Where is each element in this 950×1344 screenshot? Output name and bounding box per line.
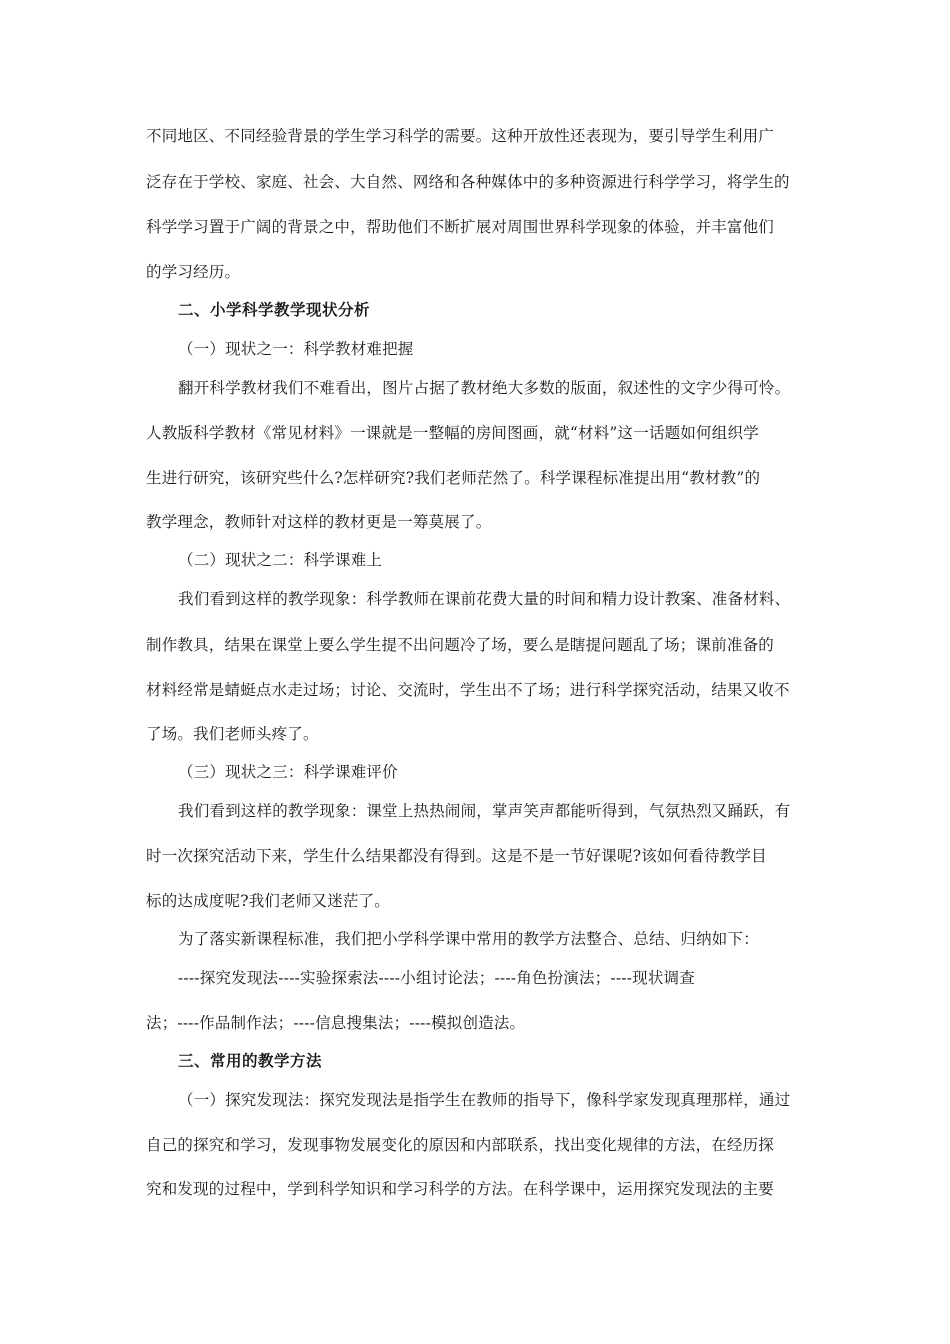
paragraph-line: 生进行研究，该研究些什么?怎样研究?我们老师茫然了。科学课程标准提出用“教材教”的 xyxy=(146,469,761,487)
paragraph-line: 的学习经历。 xyxy=(146,263,241,281)
section-heading: 三、常用的教学方法 xyxy=(178,1052,323,1070)
paragraph-line: 了场。我们老师头疼了。 xyxy=(146,725,319,743)
paragraph-line: （一）探究发现法：探究发现法是指学生在教师的指导下，像科学家发现真理那样，通过 xyxy=(178,1091,791,1109)
subsection-heading: （三）现状之三：科学课难评价 xyxy=(178,763,398,781)
paragraph-line: 泛存在于学校、家庭、社会、大自然、网络和各种媒体中的多种资源进行科学学习，将学生的 xyxy=(146,173,790,191)
paragraph-line: 科学学习置于广阔的背景之中，帮助他们不断扩展对周围世界科学现象的体验，并丰富他们 xyxy=(146,218,775,236)
paragraph-line: ----探究发现法----实验探索法----小组讨论法；----角色扮演法；----现状调查 xyxy=(178,969,695,987)
paragraph-line: 为了落实新课程标准，我们把小学科学课中常用的教学方法整合、总结、归纳如下： xyxy=(178,930,759,948)
paragraph-line: 翻开科学教材我们不难看出，图片占据了教材绝大多数的版面，叙述性的文字少得可怜。 xyxy=(178,379,791,397)
subsection-heading: （二）现状之二：科学课难上 xyxy=(178,551,383,569)
paragraph-line: 不同地区、不同经验背景的学生学习科学的需要。这种开放性还表现为，要引导学生利用广 xyxy=(146,127,775,145)
paragraph-line: 法；----作品制作法；----信息搜集法；----模拟创造法。 xyxy=(146,1014,526,1032)
paragraph-line: 教学理念，教师针对这样的教材更是一筹莫展了。 xyxy=(146,513,492,531)
paragraph-line: 我们看到这样的教学现象：课堂上热热闹闹，掌声笑声都能听得到，气氛热烈又踊跃，有 xyxy=(178,802,791,820)
section-heading: 二、小学科学教学现状分析 xyxy=(178,301,371,319)
paragraph-line: 制作教具，结果在课堂上要么学生提不出问题冷了场，要么是瞎提问题乱了场；课前准备的 xyxy=(146,636,775,654)
paragraph-line: 究和发现的过程中，学到科学知识和学习科学的方法。在科学课中，运用探究发现法的主要 xyxy=(146,1180,775,1198)
paragraph-line: 材料经常是蜻蜓点水走过场；讨论、交流时，学生出不了场；进行科学探究活动，结果又收不 xyxy=(146,681,790,699)
paragraph-line: 时一次探究活动下来，学生什么结果都没有得到。这是不是一节好课呢?该如何看待教学目 xyxy=(146,847,767,865)
paragraph-line: 我们看到这样的教学现象：科学教师在课前花费大量的时间和精力设计教案、准备材料、 xyxy=(178,590,791,608)
subsection-heading: （一）现状之一：科学教材难把握 xyxy=(178,340,414,358)
paragraph-line: 人教版科学教材《常见材料》一课就是一整幅的房间图画，就“材料”这一话题如何组织学 xyxy=(146,424,759,442)
paragraph-line: 自己的探究和学习，发现事物发展变化的原因和内部联系，找出变化规律的方法，在经历探 xyxy=(146,1136,775,1154)
paragraph-line: 标的达成度呢?我们老师又迷茫了。 xyxy=(146,892,391,910)
